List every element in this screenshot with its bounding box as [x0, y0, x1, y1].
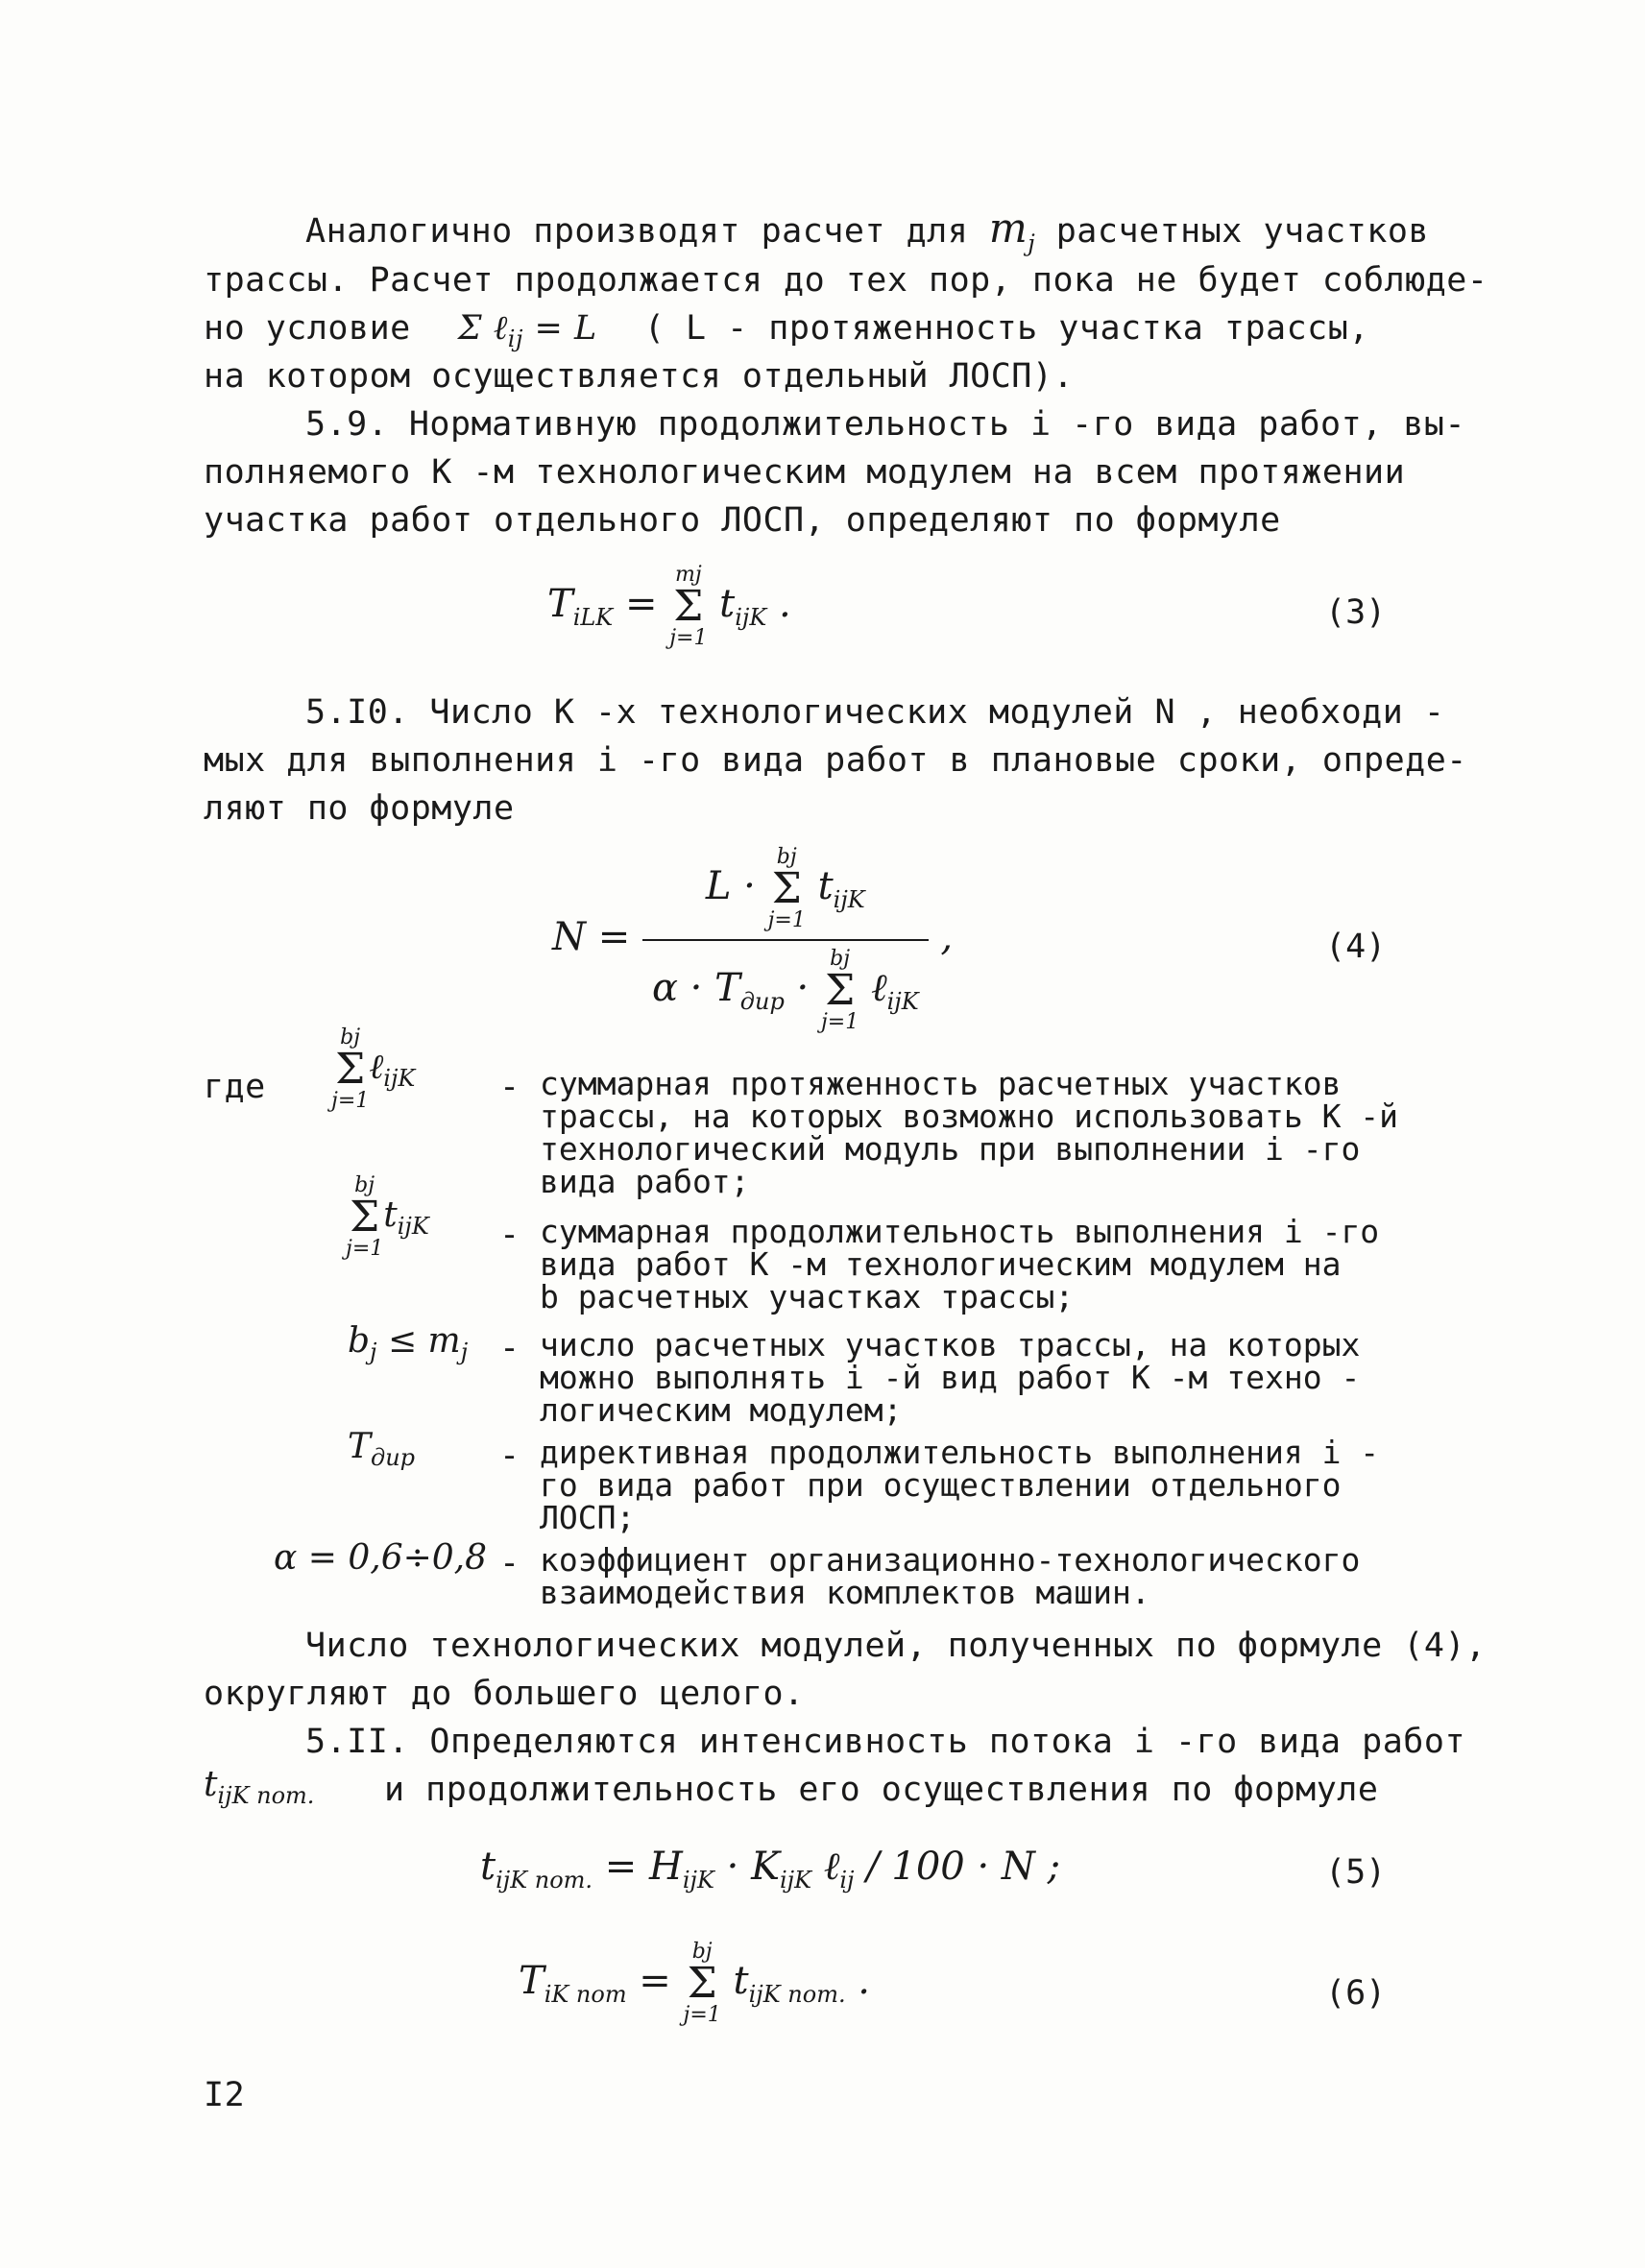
equation-4: N = L · bj Σ j=1 $t_{ijK}$ $\alpha \cdot T_{дир}$ · bj Σ j=1 ℓ$_{ijK}$ , — [552, 845, 954, 1034]
equation-4-number: (4) — [1325, 928, 1387, 966]
para1-line4: на котором осуществляется отдельный ЛОСП). — [204, 357, 1075, 396]
para1-line3-end: ( L - протяженность участка трассы, — [643, 309, 1369, 348]
equation-4-fraction: L · bj Σ j=1 $t_{ijK}$ $\alpha \cdot T_{дир}$ · bj Σ j=1 ℓ$_{ijK}$ — [642, 845, 929, 1035]
para2-line2: округляют до большего целого. — [204, 1675, 805, 1713]
dash-2: - — [499, 1216, 520, 1254]
dash-5: - — [499, 1544, 520, 1582]
p510-line1: 5.I0. Число K -х технологических модулей N , необходи - — [305, 693, 1445, 732]
para1-line3-start: но условие — [204, 309, 411, 348]
p510-line2: мых для выполнения i -го вида работ в плановые сроки, опреде- — [204, 741, 1467, 780]
p511-line2: и продолжительность его осуществления по формуле — [384, 1771, 1379, 1809]
where-def-3: число расчетных участков трассы, на которых можно выполнять i -й вид работ K -м техно - логическим модулем; — [540, 1326, 1361, 1429]
p59-line1: 5.9. Нормативную продолжительность i -го вида работ, вы- — [305, 405, 1466, 444]
equation-3: $T_{iLK}$ = mj Σ j=1 $t_{ijK}$ . — [547, 563, 791, 650]
sum-symbol: mj Σ j=1 — [669, 563, 708, 650]
where-def-2: суммарная продолжительность выполнения i -го вида работ K -м технологическим модулем на b расчетных участках трассы; — [540, 1213, 1380, 1315]
sum-condition-formula: Σ ℓ$_{ij}$ = L — [457, 309, 597, 352]
p510-line3: ляют по формуле — [204, 789, 515, 828]
para1-line1-end: расчетных участков — [1055, 212, 1430, 251]
equation-6: $T_{iK пот}$ = bj Σ j=1 $t_{ijK пот.}$ . — [519, 1940, 871, 2027]
equation-6-number: (6) — [1325, 1974, 1387, 2013]
where-def-1: суммарная протяженность расчетных участков трассы, на которых возможно использовать K -й технологический модуль при выполнении i -го вида работ; — [540, 1065, 1399, 1200]
equation-5: $t_{ijK пот.} = H_{ijK} \cdot K_{ijK}$ ℓ$_{ij}$ / 100 · N ; — [480, 1845, 1061, 1894]
m-j-symbol: $m_j$ — [988, 205, 1036, 257]
where-symbol-4: $T_{дир}$ — [348, 1427, 416, 1472]
page-number: I2 — [204, 2076, 246, 2114]
dash-1: - — [499, 1068, 520, 1106]
where-symbol-3: $b_j \le m_j$ — [348, 1321, 469, 1366]
dash-4: - — [499, 1436, 520, 1475]
where-symbol-1: bj Σ j=1 ℓ$_{ijK}$ — [331, 1025, 416, 1113]
where-def-4: директивная продолжительность выполнения i - го вида работ при осуществлении отдельного ЛОСП; — [540, 1434, 1380, 1536]
p59-line2: полняемого K -м технологическим модулем на всем протяжении — [204, 453, 1406, 492]
equation-5-number: (5) — [1325, 1853, 1387, 1892]
para1-line2: трассы. Расчет продолжается до тех пор, пока не будет соблюде- — [204, 261, 1488, 300]
p59-line3: участка работ отдельного ЛОСП, определяют по формуле — [204, 501, 1281, 540]
t-ijk-pot-symbol: $t_{ijK пот.}$ — [204, 1765, 315, 1810]
where-def-5: коэффициент организационно-технологического взаимодействия комплектов машин. — [540, 1541, 1361, 1611]
where-symbol-2: bj Σ j=1 $t_{ijK}$ — [346, 1173, 429, 1261]
para2-line1: Число технологических модулей, полученных по формуле (4), — [305, 1627, 1487, 1665]
p511-line1: 5.II. Определяются интенсивность потока i -го вида работ — [305, 1723, 1466, 1761]
equation-3-number: (3) — [1325, 593, 1387, 632]
para1-line1-start: Аналогично производят расчет для — [305, 212, 969, 251]
where-label: где — [204, 1068, 266, 1106]
where-symbol-5: α = 0,6÷0,8 — [274, 1538, 488, 1578]
dash-3: - — [499, 1329, 520, 1367]
